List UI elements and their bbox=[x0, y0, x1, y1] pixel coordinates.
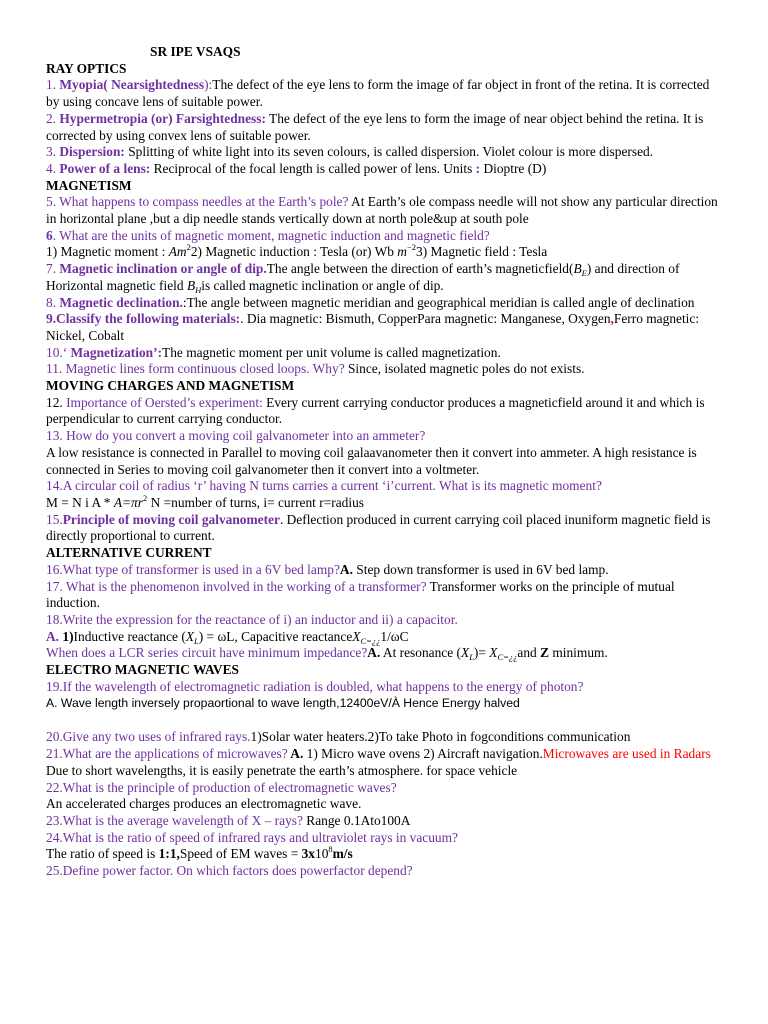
item-12: 12. Importance of Oersted’s experiment: Every current carrying conductor produces a magneticfield around it and which is perpendicular to current carrying conductor. bbox=[46, 394, 705, 427]
item-10: 10.‘ Magnetization’:The magnetic moment per unit volume is called magnetization. bbox=[46, 344, 501, 360]
section-heading-em-waves: ELECTRO MAGNETIC WAVES bbox=[46, 662, 239, 678]
item-18: 18.Write the expression for the reactance of i) an inductor and ii) a capacitor. bbox=[46, 611, 458, 627]
document bbox=[46, 44, 722, 880]
item-6-answer: 1) Magnetic moment : Am$^2$2) Magnetic induction : Tesla (or) Wb $m^{-2}3$) Magnetic field : Tesla bbox=[46, 242, 548, 260]
item-2: 2. Hypermetropia (or) Farsightedness: The defect of the eye lens to form the image of near object behind the retina. It is corrected by using convex lens of suitable power. bbox=[46, 110, 704, 143]
item-24-question: 24.What is the ratio of speed of infrared rays and ultraviolet rays in vacuum? bbox=[46, 829, 458, 845]
item-23: 23.What is the average wavelength of X – rays? Range 0.1Ato100A bbox=[46, 812, 411, 828]
item-3: 3. Dispersion: Splitting of white light into its seven colours, is called dispersion. Violet colour is more dispersed. bbox=[46, 144, 654, 160]
item-14-answer: M = N i $A * A=\pi r^2$ N =number of turns, i= current r=radius bbox=[46, 492, 364, 510]
item-11: 11. Magnetic lines form continuous closed loops. Why? Since, isolated magnetic poles do not exists. bbox=[46, 361, 585, 377]
item-7: 7. Magnetic inclination or angle of dip.The angle between the direction of earth’s $magneticfield(B_E)$ and direction of Horizontal magnetic field $B_His$ called magnetic inclination or angle of dip. bbox=[46, 261, 680, 295]
item-22-question: 22.What is the principle of production of electromagnetic waves? bbox=[46, 779, 397, 795]
item-18-answer: A. 1)Inductive reactance $(X_L) = \omega L$, Capacitive reactanceX$_{C=¿¿}$1/ωC bbox=[46, 628, 409, 646]
item-21: 21.What are the applications of microwaves? A. 1) Micro wave ovens 2) Aircraft navigation.Microwaves are used in Radars Due to short wavelengths, it is easily penetrate the earth’s atmosphere. for space vehicle bbox=[46, 746, 711, 778]
item-24-answer: The ratio of speed is 1:1,Speed of EM waves = $3x10^8m/s$ bbox=[46, 844, 353, 862]
item-25-question: 25.Define power factor. On which factors does powerfactor depend? bbox=[46, 863, 413, 879]
page-title: SR IPE VSAQS bbox=[150, 44, 241, 59]
item-16: 16.What type of transformer is used in a 6V bed lamp?A. Step down transformer is used in 6V bed lamp. bbox=[46, 561, 609, 577]
item-19-question: 19.If the wavelength of electromagnetic radiation is doubled, what happens to the energy of photon? bbox=[46, 678, 584, 694]
section-heading-alternative-current: ALTERNATIVE CURRENT bbox=[46, 545, 212, 561]
item-20: 20.Give any two uses of infrared rays.1)Solar water heaters.2)To take Photo in fogconditions communication bbox=[46, 729, 631, 745]
spacer bbox=[46, 712, 722, 729]
item-5: 5. What happens to compass needles at the Earth’s pole? At Earth’s ole compass needle will not show any particular direction in horizontal plane ,but a dip needle stands vertically down at north pole&up at south pole bbox=[46, 194, 718, 227]
item-13-answer: A low resistance is connected in Parallel to moving coil galaavanometer then it convert into ammeter. A high resistance is connected in Series to moving coil galvanometer then it convert into a voltmeter. bbox=[46, 444, 697, 477]
section-heading-moving-charges: MOVING CHARGES AND MAGNETISM bbox=[46, 378, 295, 394]
item-14-question: 14.A circular coil of radius ‘r’ having N turns carries a current ‘i’current. What is its magnetic moment? bbox=[46, 478, 602, 494]
item-1: 1. Myopia( Nearsightedness):The defect of the eye lens to form the image of far object in front of the retina. It is corrected by using concave lens of suitable power. bbox=[46, 77, 710, 110]
item-19-answer: A. Wave length inversely propaortional to wave length,12400eV/À Hence Energy halved bbox=[46, 696, 520, 711]
item-15: 15.Principle of moving coil galvanometer. Deflection produced in current carrying coil placed inuniform magnetic field is directly proportional to current. bbox=[46, 511, 711, 544]
item-17: 17. What is the phenomenon involved in the working of a transformer? Transformer works on the principle of mutual induction. bbox=[46, 578, 675, 611]
item-18b: When does a LCR series circuit have minimum impedance?A. At resonance $(X_L)= X_{C=¿¿}and$ Z minimum. bbox=[46, 645, 608, 663]
section-heading-magnetism: MAGNETISM bbox=[46, 177, 132, 193]
item-4: 4. Power of a lens: Reciprocal of the focal length is called power of lens. Units : Dioptre (D) bbox=[46, 160, 547, 176]
item-6: 6. What are the units of magnetic moment, magnetic induction and magnetic field? bbox=[46, 227, 490, 243]
item-22-answer: An accelerated charges produces an electromagnetic wave. bbox=[46, 796, 362, 812]
section-heading-ray-optics: RAY OPTICS bbox=[46, 60, 127, 76]
item-13-question: 13. How do you convert a moving coil galvanometer into an ammeter? bbox=[46, 428, 426, 444]
item-8: 8. Magnetic declination.:The angle between magnetic meridian and geographical meridian is called angle of declination bbox=[46, 294, 695, 310]
item-9: 9.Classify the following materials:. Dia magnetic: Bismuth, CopperPara magnetic: Manganese, Oxygen,Ferro magnetic: Nickel, Cobalt bbox=[46, 311, 700, 343]
